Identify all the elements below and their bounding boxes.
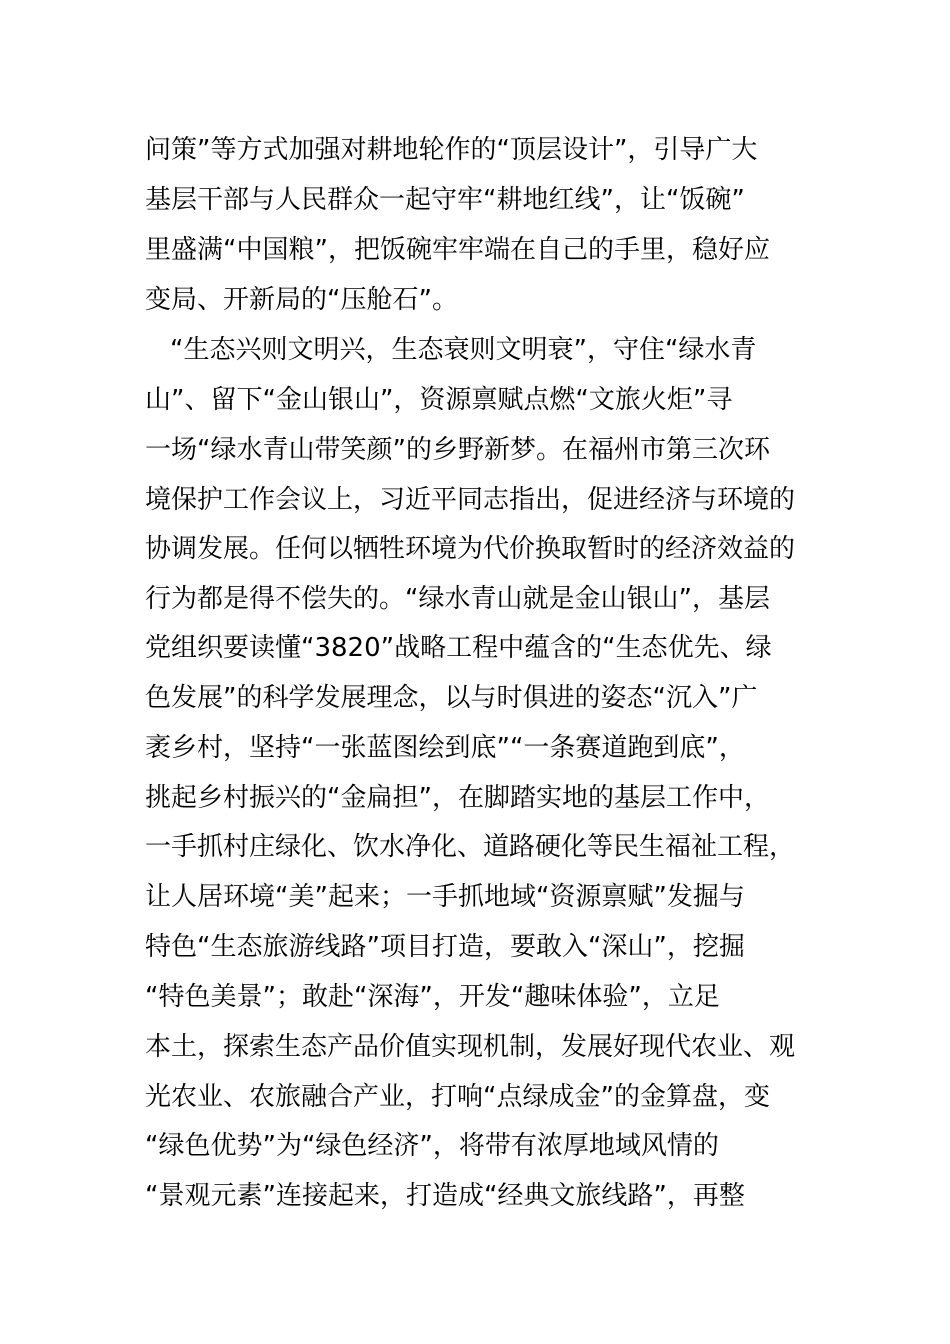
text-line: 一场“绿水青山带笑颜”的乡野新梦。在福州市第三次环 [145,435,770,465]
text-line: “特色美景”；敢赴“深海”，开发“趣味体验”，立足 [145,982,720,1012]
text-line: 基层干部与人民群众一起守牢“耕地红线”，让“饭碗” [145,185,745,215]
text-line: 协调发展。任何以牺牲环境为代价换取暂时的经济效益的 [145,534,796,564]
text-line: “绿色优势”为“绿色经济”，将带有浓厚地域风情的 [145,1131,719,1161]
text-line: 问策”等方式加强对耕地轮作的“顶层设计”，引导广大 [145,135,758,165]
text-line: 本土，探索生态产品价值实现机制，发展好现代农业、观 [145,1032,796,1062]
text-line: 光农业、农旅融合产业，打响“点绿成金”的金算盘，变 [145,1082,770,1112]
text-line: 让人居环境“美”起来；一手抓地域“资源禀赋”发掘与 [145,882,745,912]
text-line: 特色“生态旅游线路”项目打造，要敢入“深山”，挖掘 [145,932,745,962]
text-line: 里盛满“中国粮”，把饭碗牢牢端在自己的手里，稳好应 [145,235,770,265]
text-line: 一手抓村庄绿化、饮水净化、道路硬化等民生福祉工程， [145,832,796,862]
text-line: 山”、留下“金山银山”，资源禀赋点燃“文旅火炬”寻 [145,385,733,415]
text-line: 行为都是得不偿失的。“绿水青山就是金山银山”，基层 [145,584,770,614]
paragraph-first-line: “生态兴则文明兴，生态衰则文明衰”，守住“绿水青 [170,335,757,365]
text-line: 变局、开新局的“压舱石”。 [145,285,458,315]
text-line: 色发展”的科学发展理念，以与时俱进的姿态“沉入”广 [145,683,758,713]
text-line: 袤乡村，坚持“一张蓝图绘到底”“一条赛道跑到底”， [145,733,745,763]
text-line: 境保护工作会议上，习近平同志指出，促进经济与环境的 [145,485,796,515]
text-line: 挑起乡村振兴的“金扁担”，在脚踏实地的基层工作中， [145,783,770,813]
text-line: 党组织要读懂“3820”战略工程中蕴含的“生态优先、绿 [145,633,772,663]
text-line: “景观元素”连接起来，打造成“经典文旅线路”，再整 [145,1181,745,1211]
